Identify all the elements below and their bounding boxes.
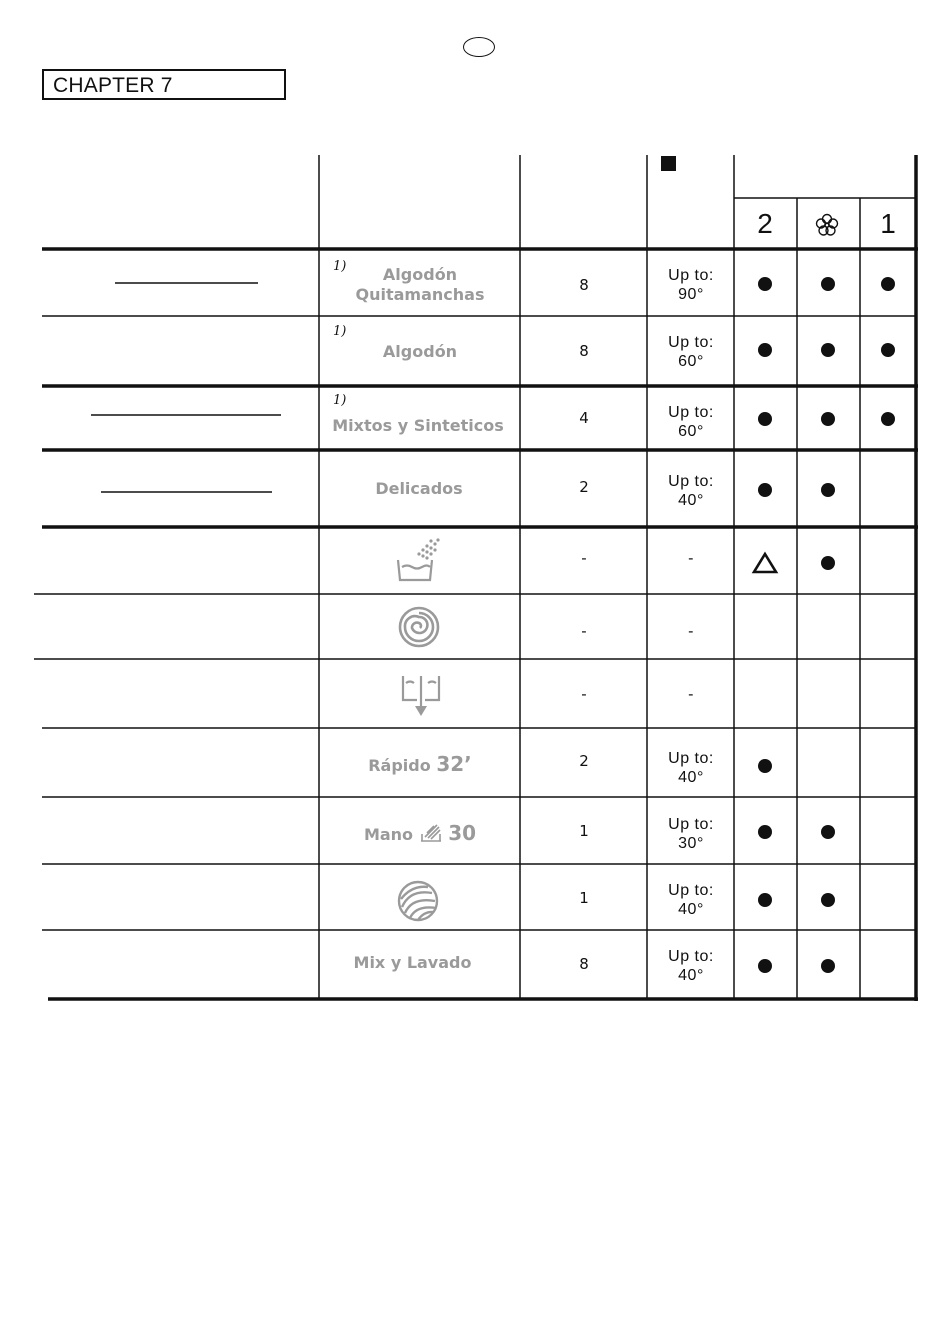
filled-dot-icon [821, 959, 835, 973]
filled-dot-icon [821, 483, 835, 497]
temperature-value: Up to: 60° [668, 404, 714, 440]
temperature-value: - [688, 686, 694, 703]
filled-dot-icon [758, 893, 772, 907]
program-label: Rápido [368, 756, 431, 775]
temperature-value: Up to: 40° [668, 882, 714, 918]
filled-dot-icon [758, 483, 772, 497]
temperature-value: Up to: 40° [668, 948, 714, 984]
load-value: 8 [579, 342, 589, 360]
drain-icon [400, 672, 442, 718]
filled-square-icon [661, 156, 678, 173]
program-label: Mano [363, 825, 414, 844]
triangle-icon [751, 551, 779, 575]
temperature-value: - [688, 623, 694, 640]
filled-dot-icon [821, 412, 835, 426]
spin-icon [397, 605, 441, 649]
program-name: Algodón [382, 342, 458, 361]
temperature-value: Up to: 60° [668, 334, 714, 370]
filled-dot-icon [881, 412, 895, 426]
temperature-value: - [688, 550, 694, 567]
filled-dot-icon [821, 277, 835, 291]
wool-icon [396, 879, 440, 923]
footnote-marker: 1) [333, 393, 347, 408]
filled-dot-icon [758, 277, 772, 291]
filled-dot-icon [758, 825, 772, 839]
footnote-marker: 1) [333, 324, 347, 339]
filled-dot-icon [758, 759, 772, 773]
filled-dot-icon [821, 825, 835, 839]
flower-icon [814, 212, 840, 238]
temperature-value: Up to: 90° [668, 267, 714, 303]
hand-wash-icon [419, 821, 443, 843]
program-duration: 32’ [436, 752, 472, 776]
temperature-value: Up to: 40° [668, 473, 714, 509]
filled-dot-icon [821, 556, 835, 570]
program-name: Mix y Lavado [353, 953, 472, 972]
language-badge [463, 37, 495, 57]
load-value: 4 [579, 409, 589, 427]
program-name [335, 821, 505, 845]
filled-dot-icon [758, 959, 772, 973]
load-value: 8 [579, 276, 589, 294]
filled-dot-icon [821, 893, 835, 907]
program-name: Algodón Quitamanchas [355, 265, 485, 304]
filled-dot-icon [881, 277, 895, 291]
load-value: - [581, 549, 587, 567]
filled-dot-icon [821, 343, 835, 357]
rinse-icon [395, 536, 441, 584]
load-value: 8 [579, 955, 589, 973]
chapter-title: CHAPTER 7 [42, 69, 286, 100]
program-name [330, 754, 510, 776]
load-value: - [581, 685, 587, 703]
program-name: Delicados [375, 479, 463, 498]
filled-dot-icon [758, 412, 772, 426]
temperature-value: Up to: 30° [668, 816, 714, 852]
column-header-2: 2 [757, 208, 773, 239]
filled-dot-icon [881, 343, 895, 357]
filled-dot-icon [758, 343, 772, 357]
footnote-marker: 1) [333, 259, 347, 274]
temperature-value: Up to: 40° [668, 750, 714, 786]
program-name: Mixtos y Sinteticos [332, 416, 504, 435]
load-value: 2 [579, 752, 589, 770]
load-value: 1 [579, 822, 589, 840]
load-value: - [581, 622, 587, 640]
column-header-1: 1 [880, 208, 896, 239]
program-temperature-label: 30 [448, 821, 477, 845]
load-value: 1 [579, 889, 589, 907]
load-value: 2 [579, 478, 589, 496]
